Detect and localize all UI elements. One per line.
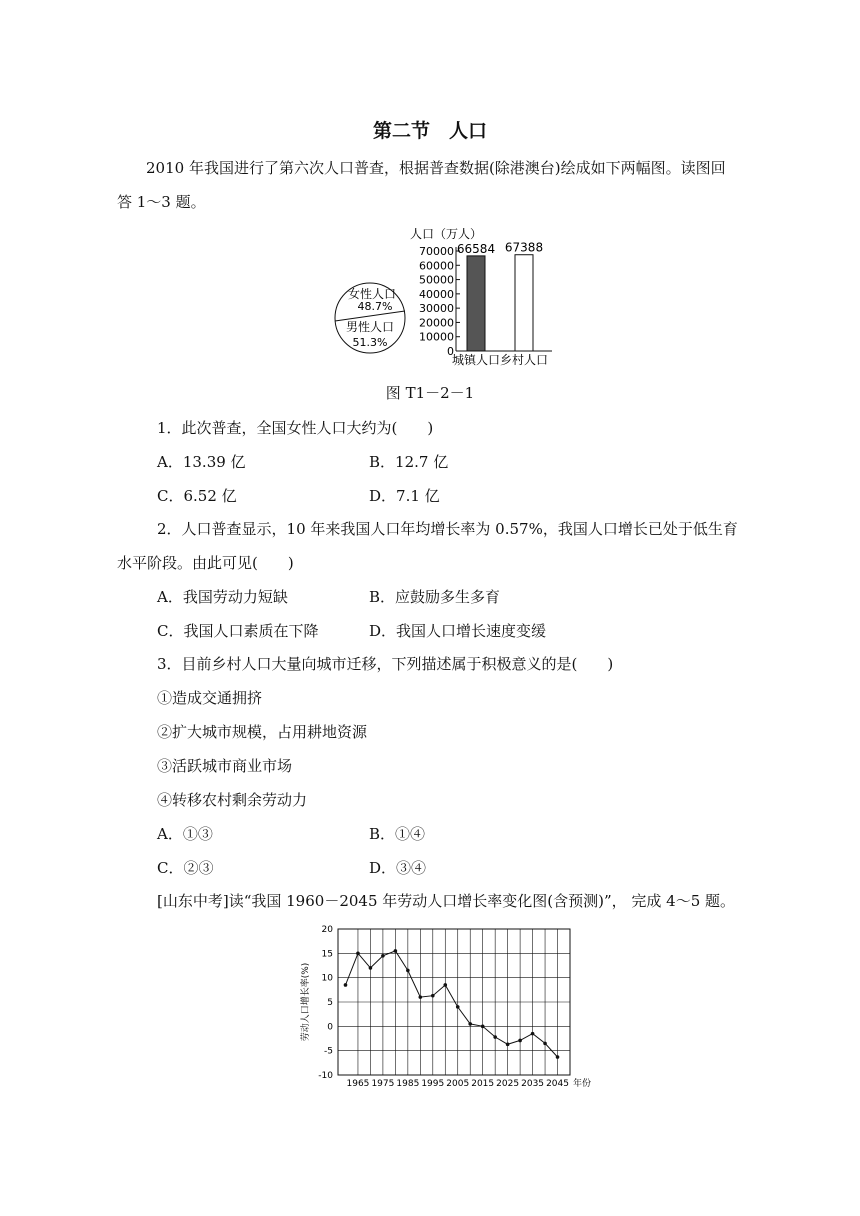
q2-stem-1: 2．人口普查显示，10 年来我国人口年均增长率为 0.57%，我国人口增长已处于低生育 xyxy=(157,520,738,538)
data-point xyxy=(406,969,410,973)
line-y-tick-label: 5 xyxy=(327,998,333,1008)
line-y-tick-label: 10 xyxy=(321,973,333,984)
bar-y-tick-label: 40000 xyxy=(419,287,454,301)
line-x-tick-label: 2005 xyxy=(446,1079,470,1089)
line-y-axis-title: 劳动人口增长率(%) xyxy=(301,962,311,1042)
data-point xyxy=(419,995,423,999)
bar-category-label: 乡村人口 xyxy=(499,353,549,367)
figure-1-caption: 图 T1－2－1 xyxy=(385,384,475,402)
bar-y-tick-label: 50000 xyxy=(419,273,454,287)
line-y-tick-label: 0 xyxy=(327,1022,333,1033)
q2-option-a: A．我国劳动力短缺 xyxy=(157,588,288,606)
q2-option-d: D．我国人口增长速度变缓 xyxy=(369,622,547,640)
data-point xyxy=(493,1035,497,1039)
labor-growth-series-line xyxy=(346,951,558,1057)
data-point xyxy=(369,966,373,970)
line-y-tick-label: 20 xyxy=(321,925,333,935)
bar-y-tick-label: 60000 xyxy=(419,259,454,273)
q1-option-d: D．7.1 亿 xyxy=(369,487,440,505)
labor-growth-line-chart xyxy=(290,920,610,1095)
q1-stem: 1．此次普查，全国女性人口大约为( ) xyxy=(157,419,434,437)
bar-y-tick-label: 10000 xyxy=(419,330,454,344)
data-point xyxy=(381,954,385,958)
line-x-tick-label: 1995 xyxy=(421,1079,445,1089)
pie-female-pct: 48.7% xyxy=(357,300,393,313)
page-title: 第二节 人口 xyxy=(372,120,487,142)
data-point xyxy=(506,1043,510,1047)
bar-value-label: 66584 xyxy=(456,241,496,256)
population-bar-chart xyxy=(410,228,552,367)
line-x-tick-label: 1965 xyxy=(346,1079,370,1089)
q1-option-c: C．6.52 亿 xyxy=(157,487,237,505)
q3-option-c: C．②③ xyxy=(157,859,214,877)
q3-item-3: ③活跃城市商业市场 xyxy=(157,757,293,775)
bar-category-label: 城镇人口 xyxy=(451,353,501,367)
bar-y-tick-label: 0 xyxy=(447,345,454,358)
data-point xyxy=(344,983,348,987)
data-point xyxy=(518,1039,522,1043)
data-point xyxy=(481,1025,485,1029)
q2-stem-2: 水平阶段。由此可见( ) xyxy=(117,554,294,572)
data-point xyxy=(468,1022,472,1026)
data-point xyxy=(543,1042,547,1046)
q3-item-4: ④转移农村剩余劳动力 xyxy=(157,791,308,809)
bar-value-label: 67388 xyxy=(504,240,544,255)
q1-option-b: B．12.7 亿 xyxy=(369,453,449,471)
gender-pie-chart xyxy=(335,283,405,353)
bar-urban xyxy=(467,256,485,351)
data-point xyxy=(556,1055,560,1059)
line-y-tick-label: 15 xyxy=(321,949,333,960)
data-point xyxy=(431,994,435,998)
line-x-tick-label: 2025 xyxy=(496,1079,520,1089)
line-x-tick-label: 1985 xyxy=(396,1079,420,1089)
line-x-tick-label: 2015 xyxy=(471,1079,495,1089)
q2-option-c: C．我国人口素质在下降 xyxy=(157,622,319,640)
bar-rural xyxy=(515,255,533,351)
intro-line-1: 2010 年我国进行了第六次人口普查，根据普查数据(除港澳台)绘成如下两幅图。读图回 xyxy=(146,159,726,177)
data-point xyxy=(394,949,398,953)
data-point xyxy=(531,1032,535,1036)
line-y-tick-label: -10 xyxy=(318,1071,333,1081)
bar-y-tick-label: 70000 xyxy=(419,245,454,258)
bar-y-axis-title: 人口（万人） xyxy=(410,228,483,241)
q1-option-a: A．13.39 亿 xyxy=(157,453,246,471)
q3-option-d: D．③④ xyxy=(369,859,427,877)
line-x-tick-label: 2045 xyxy=(546,1079,569,1089)
pie-male-pct: 51.3% xyxy=(352,336,388,349)
q3-stem: 3．目前乡村人口大量向城市迁移，下列描述属于积极意义的是( ) xyxy=(157,655,614,673)
q3-item-1: ①造成交通拥挤 xyxy=(157,689,263,707)
pie-female-label: 女性人口 xyxy=(347,287,397,301)
line-x-tick-label: 2035 xyxy=(521,1079,545,1089)
data-point xyxy=(356,952,360,956)
line-x-tick-label: 1975 xyxy=(371,1079,395,1089)
line-y-tick-label: -5 xyxy=(324,1046,333,1057)
q2-option-b: B．应鼓励多生多育 xyxy=(369,588,501,606)
data-point xyxy=(456,1005,460,1009)
bar-y-tick-label: 20000 xyxy=(419,316,454,330)
line-x-axis-unit: 年份 xyxy=(573,1079,592,1089)
intro-questions-4-5: [山东中考]读“我国 1960－2045 年劳动人口增长率变化图(含预测)”， 完成 4～5 题。 xyxy=(157,892,736,910)
q3-option-a: A．①③ xyxy=(157,825,213,843)
figure-1 xyxy=(0,228,860,368)
pie-male-label: 男性人口 xyxy=(345,320,395,334)
data-point xyxy=(443,983,447,987)
bar-y-tick-label: 30000 xyxy=(419,302,454,316)
q3-item-2: ②扩大城市规模，占用耕地资源 xyxy=(157,723,368,741)
intro-line-2: 答 1～3 题。 xyxy=(117,193,206,211)
q3-option-b: B．①④ xyxy=(369,825,426,843)
